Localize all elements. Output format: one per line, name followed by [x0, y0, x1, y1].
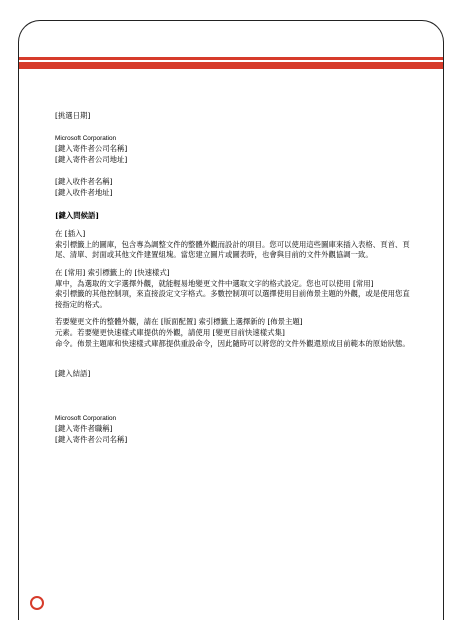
signer-title-field[interactable]: [鍵入寄件者職稱]	[55, 424, 113, 434]
body-paragraph	[55, 229, 411, 261]
body-line: 在 [常用] 索引標籤上的 [快速樣式]	[55, 267, 170, 277]
body-paragraph	[55, 317, 411, 349]
signer-company-name-field[interactable]: [鍵入寄件者公司名稱]	[55, 434, 128, 444]
body-line: 庫中，為選取的文字選擇外觀，就能輕易地變更文件中選取文字的格式設定。您也可以使用 [常用]	[55, 278, 374, 288]
body-line: 元素。若要變更快速樣式庫提供的外觀，請使用 [變更目前快速樣式集]	[55, 327, 285, 337]
sender-address-field[interactable]: [鍵入寄件者公司地址]	[55, 154, 128, 164]
header-accent-line	[19, 57, 443, 60]
body-line: 索引標籤的其他控制項，來直接設定文字格式。多數控制項可以選擇使用目前佈景主題的外觀，或是使用您直接指定的格式。	[55, 289, 410, 309]
sender-name-field[interactable]: [鍵入寄件者公司名稱]	[55, 144, 128, 154]
salutation-field[interactable]: [鍵入問候語]	[55, 210, 99, 220]
header-accent-band	[19, 62, 443, 69]
letter-content	[55, 111, 411, 445]
body-line: 若要變更文件的整體外觀，請在 [版面配置] 索引標籤上選擇新的 [佈景主題]	[55, 317, 303, 327]
recipient-name-field[interactable]: [鍵入收件者名稱]	[55, 177, 113, 187]
body-line: 索引標籤上的圖庫，包含專為調整文件的整體外觀而設計的項目。您可以使用這些圖庫來插入表格、頁首、頁尾、清單、封面或其他文件建置組塊。當您建立圖片或圖表時，也會與目前的文件外觀協調一致。	[55, 239, 410, 260]
date-field[interactable]: [挑選日期]	[55, 111, 91, 120]
body-line: 命令。佈景主題庫和快速樣式庫都提供重設命令，因此隨時可以將您的文件外觀還原成目前範本的原始狀態。	[55, 338, 410, 348]
body-paragraph	[55, 268, 411, 310]
recipient-address-field[interactable]: [鍵入收件者地址]	[55, 187, 113, 197]
footer-circle-icon	[30, 596, 44, 610]
sender-company: Microsoft Corporation	[55, 134, 117, 142]
body-line: 在 [插入]	[55, 229, 86, 239]
letter-page	[18, 20, 444, 620]
closing-field[interactable]: [鍵入結語]	[55, 369, 91, 379]
signer-company: Microsoft Corporation	[55, 414, 117, 422]
